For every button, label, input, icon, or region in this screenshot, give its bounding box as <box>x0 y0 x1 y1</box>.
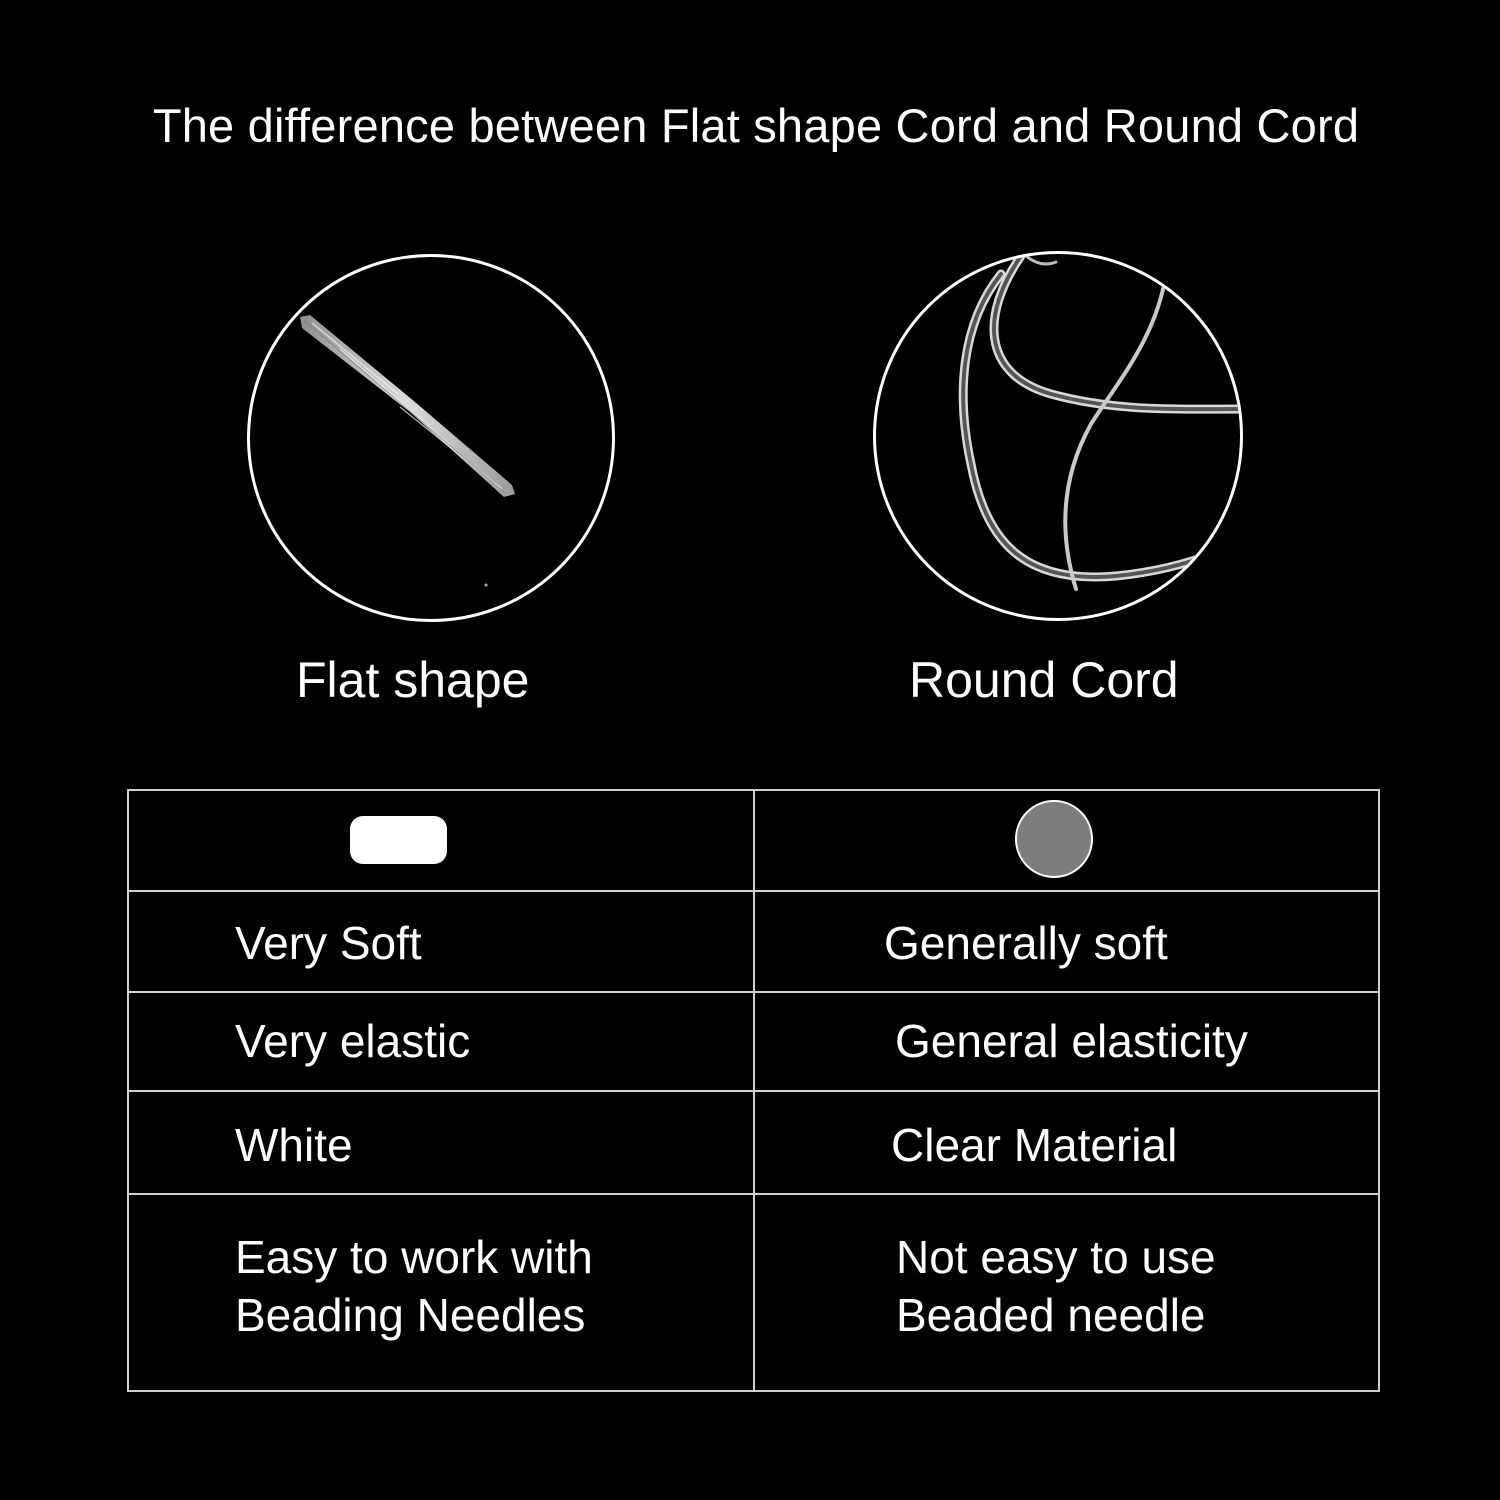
table-cell-right: Generally soft <box>884 917 1168 969</box>
table-cell-left: White <box>235 1119 353 1171</box>
round-circle-icon <box>1015 800 1093 878</box>
table-divider <box>129 890 1378 892</box>
flat-rectangle-icon <box>350 816 447 864</box>
flat-shape-caption: Flat shape <box>296 652 530 708</box>
table-cell-right <box>896 1228 1216 1344</box>
flat-cord-image <box>250 257 615 622</box>
round-cord-image <box>876 254 1243 621</box>
page-title: The difference between Flat shape Cord and Round Cord <box>152 99 1360 152</box>
table-cell-left: Very elastic <box>235 1015 471 1067</box>
flat-cord-photo <box>247 254 615 622</box>
table-cell-line: Beading Needles <box>235 1289 586 1341</box>
table-cell-line: Not easy to use <box>896 1231 1216 1283</box>
round-cord-caption: Round Cord <box>909 652 1179 708</box>
table-divider <box>129 1090 1378 1092</box>
table-cell-left <box>235 1228 593 1344</box>
round-cord-photo <box>873 251 1243 621</box>
comparison-table <box>127 789 1380 1392</box>
table-cell-right: Clear Material <box>891 1119 1178 1171</box>
table-cell-line: Beaded needle <box>896 1289 1206 1341</box>
table-cell-line: Easy to work with <box>235 1231 593 1283</box>
table-cell-left: Very Soft <box>235 917 422 969</box>
table-divider <box>129 991 1378 993</box>
table-divider <box>129 1193 1378 1195</box>
table-cell-right: General elasticity <box>895 1015 1248 1067</box>
